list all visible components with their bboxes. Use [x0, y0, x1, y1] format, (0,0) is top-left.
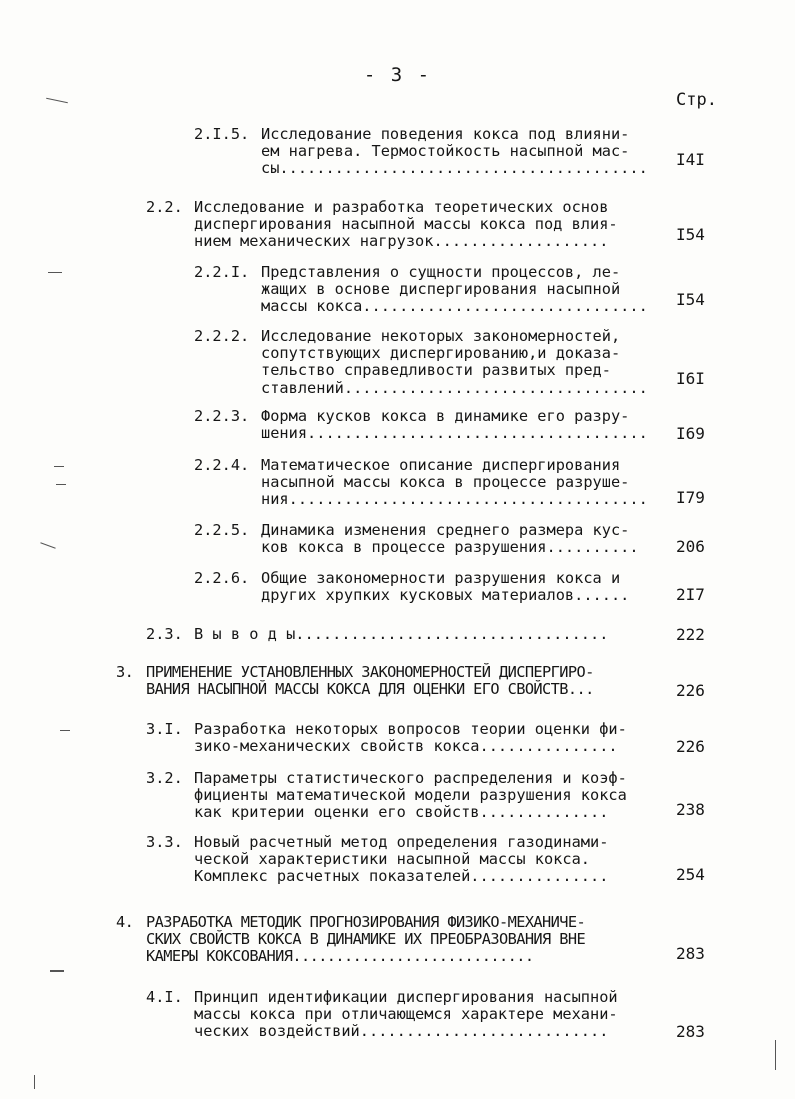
entry-page: I4I: [676, 150, 705, 169]
entry-text-line: массы кокса при отличающемся характере механи-: [194, 1005, 618, 1024]
entry-text-line: массы кокса...............................: [261, 297, 648, 316]
entry-number: 2.2.4.: [194, 456, 250, 474]
entry-page: 238: [676, 800, 705, 819]
entry-number: 2.2.I.: [194, 263, 250, 281]
entry-text-line: Параметры статистического распределения и коэф-: [194, 769, 627, 787]
entry-number: 4.: [116, 913, 134, 931]
entry-text-line: ческих воздействий...........................: [194, 1022, 609, 1041]
entry-text-line: Новый расчетный метод определения газодинами-: [194, 833, 609, 851]
entry-text-line: СКИХ СВОЙСТВ КОКСА В ДИНАМИКЕ ИХ ПРЕОБРАЗОВАНИЯ ВНЕ: [146, 930, 586, 949]
scan-mark: [34, 1075, 35, 1089]
entry-text-line: Комплекс расчетных показателей...............: [194, 867, 609, 886]
entry-page: I69: [676, 424, 705, 443]
entry-text-line: ставлений.................................: [261, 378, 648, 397]
entry-text-line: шения.....................................: [261, 424, 648, 443]
entry-page: 254: [676, 865, 705, 884]
entry-text-line: Динамика изменения среднего размера кус-: [261, 521, 630, 539]
entry-text-line: насыпной массы кокса в процессе разруше-: [261, 473, 630, 492]
entry-page: I54: [676, 290, 705, 309]
entry-number: 2.2.2.: [194, 327, 250, 345]
page-number: - 3 -: [363, 64, 432, 86]
scan-mark: [56, 484, 66, 485]
entry-text-line: ПРИМЕНЕНИЕ УСТАНОВЛЕННЫХ ЗАКОНОМЕРНОСТЕЙ ДИСПЕРГИРО-: [146, 663, 594, 681]
entry-text-line: ния.......................................: [261, 490, 648, 509]
entry-text-line: как критерии оценки его свойств..............: [194, 803, 609, 822]
entry-page: 226: [676, 681, 705, 700]
entry-page: 206: [676, 537, 705, 556]
entry-page: 283: [676, 944, 705, 963]
entry-text-line: ВАНИЯ НАСЫПНОЙ МАССЫ КОКСА ДЛЯ ОЦЕНКИ ЕГО СВОЙСТВ...: [146, 680, 594, 699]
entry-text-line: Исследование некоторых закономерностей,: [261, 327, 621, 345]
entry-number: 3.3.: [146, 833, 183, 851]
page-column-label: Стр.: [676, 90, 717, 110]
entry-number: 2.2.6.: [194, 569, 250, 587]
entry-text-line: Принцип идентификации диспергирования насыпной: [194, 988, 618, 1006]
scan-mark: [50, 970, 64, 972]
entry-page: I79: [676, 488, 705, 507]
entry-text-line: сы........................................: [261, 159, 648, 178]
entry-text-line: В ы в о д ы..................................: [194, 625, 609, 643]
entry-text-line: ем нагрева. Термостойкость насыпной мас-: [261, 142, 630, 161]
entry-text-line: тельство справедливости развитых пред-: [261, 361, 611, 380]
scan-mark: [48, 272, 62, 273]
scan-mark: [46, 98, 68, 104]
entry-text-line: ков кокса в процессе разрушения..........: [261, 538, 639, 557]
entry-text-line: КАМЕРЫ КОКСОВАНИЯ............................: [146, 947, 534, 966]
entry-text-line: нием механических нагрузок...................: [194, 232, 609, 251]
entry-page: 283: [676, 1022, 705, 1041]
scan-mark: [54, 466, 64, 467]
entry-text-line: сопутствующих диспергированию,и доказа-: [261, 344, 621, 363]
entry-page: I54: [676, 225, 705, 244]
scan-mark: [40, 542, 55, 548]
entry-text-line: Разработка некоторых вопросов теории оценки фи-: [194, 720, 627, 738]
entry-page: 2I7: [676, 585, 705, 604]
entry-text-line: Исследование и разработка теоретических основ: [194, 198, 609, 216]
entry-text-line: зико-механических свойств кокса...............: [194, 737, 618, 756]
entry-number: 3.I.: [146, 720, 183, 738]
entry-page: 226: [676, 737, 705, 756]
entry-text-line: фициенты математической модели разрушения кокса: [194, 786, 627, 805]
entry-text-line: диспергирования насыпной массы кокса под влия-: [194, 215, 618, 234]
entry-number: 2.I.5.: [194, 125, 250, 143]
scan-mark: [60, 730, 70, 731]
entry-text-line: других хрупких кусковых материалов......: [261, 586, 630, 605]
entry-page: I6I: [676, 369, 705, 388]
entry-text-line: Исследование поведения кокса под влияни-: [261, 125, 630, 143]
entry-page: 222: [676, 625, 705, 644]
entry-text-line: ческой характеристики насыпной массы кокса.: [194, 850, 591, 869]
scan-mark: [775, 1040, 776, 1070]
entry-text-line: Представления о сущности процессов, ле-: [261, 263, 621, 281]
entry-text-line: Математическое описание диспергирования: [261, 456, 621, 474]
entry-text-line: Общие закономерности разрушения кокса и: [261, 569, 621, 587]
entry-number: 2.3.: [146, 625, 183, 643]
entry-number: 2.2.: [146, 198, 183, 216]
entry-number: 4.I.: [146, 988, 183, 1006]
entry-number: 2.2.3.: [194, 407, 250, 425]
entry-number: 2.2.5.: [194, 521, 250, 539]
entry-text-line: Форма кусков кокса в динамике его разру-: [261, 407, 630, 425]
entry-number: 3.2.: [146, 769, 183, 787]
entry-text-line: РАЗРАБОТКА МЕТОДИК ПРОГНОЗИРОВАНИЯ ФИЗИКО-МЕХАНИЧЕ-: [146, 913, 586, 931]
entry-number: 3.: [116, 663, 134, 681]
entry-text-line: жащих в основе диспергирования насыпной: [261, 280, 621, 299]
